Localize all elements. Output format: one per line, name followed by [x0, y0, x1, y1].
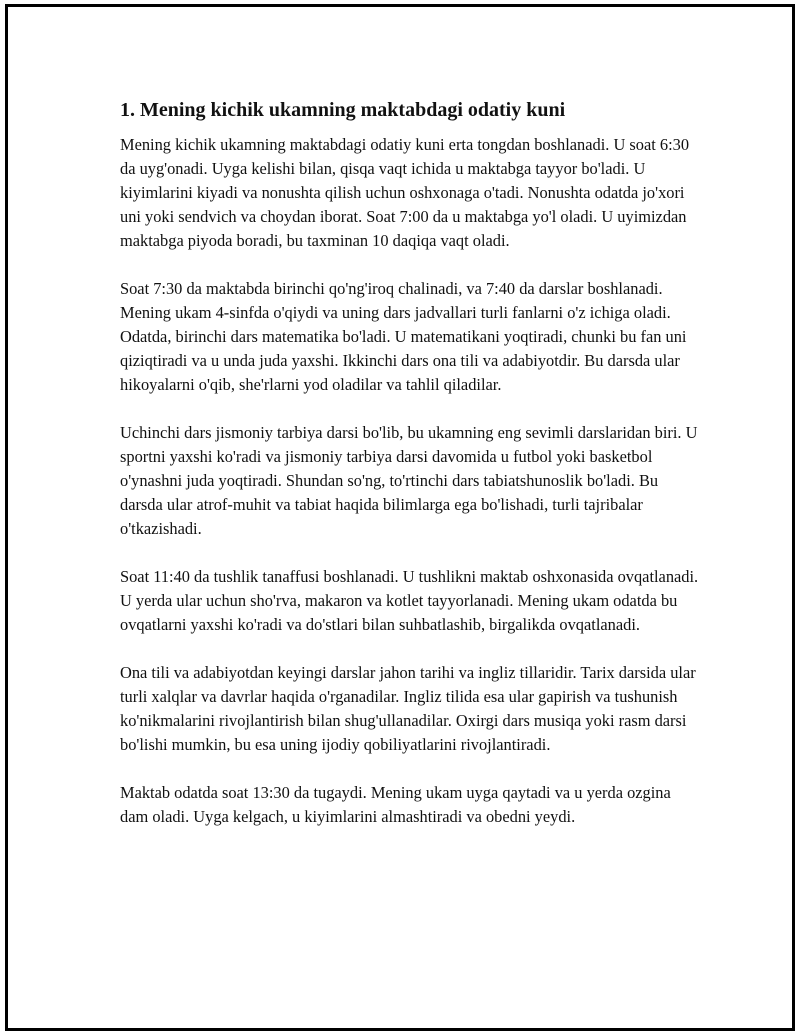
paragraph-1: Mening kichik ukamning maktabdagi odatiy kuni erta tongdan boshlanadi. U soat 6:30 da uyg'onadi. Uyga kelishi bilan, qisqa vaqt ichida u maktabga tayyor bo'ladi. U kiyimlarini kiyadi va nonushta qilish uchun oshxonaga o'tadi. Nonushta odatda jo'xori uni yoki sendvich va choydan iborat. Soat 7:00 da u maktabga yo'l oladi. U uyimizdan maktabga piyoda boradi, bu taxminan 10 daqiqa vaqt oladi.	[120, 135, 690, 250]
paragraph-4: Soat 11:40 da tushlik tanaffusi boshlanadi. U tushlikni maktab oshxonasida ovqatlanadi. U yerda ular uchun sho'rva, makaron va kotlet tayyorlanadi. Mening ukam odatda bu ovqatlarni yaxshi ko'radi va do'stlari bilan suhbatlashib, birgalikda ovqatlanadi.	[120, 567, 699, 634]
document-body	[120, 97, 700, 853]
paragraph-5: Ona tili va adabiyotdan keyingi darslar jahon tarihi va ingliz tillaridir. Tarix darsida ular turli xalqlar va davrlar haqida o'rganadilar. Ingliz tilida esa ular gapirish va tushunish ko'nikmalarini rivojlantirish bilan shug'ullanadilar. Oxirgi dars musiqa yoki rasm darsi bo'lishi mumkin, bu esa uning ijodiy qobiliyatlarini rivojlantiradi.	[120, 663, 696, 754]
document-page	[5, 4, 795, 1031]
paragraph-6: Maktab odatda soat 13:30 da tugaydi. Mening ukam uyga qaytadi va u yerda ozgina dam oladi. Uyga kelgach, u kiyimlarini almashtiradi va obedni yeydi.	[120, 783, 671, 826]
paragraph-2: Soat 7:30 da maktabda birinchi qo'ng'iroq chalinadi, va 7:40 da darslar boshlanadi. Mening ukam 4-sinfda o'qiydi va uning dars jadvallari turli fanlarni o'z ichiga oladi. Odatda, birinchi dars matematika bo'ladi. U matematikani yoqtiradi, chunki bu fan uni qiziqtiradi va u unda juda yaxshi. Ikkinchi dars ona tili va adabiyotdir. Bu darsda ular hikoyalarni o'qib, she'rlarni yod oladilar va tahlil qiladilar.	[120, 279, 687, 394]
paragraph-3: Uchinchi dars jismoniy tarbiya darsi bo'lib, bu ukamning eng sevimli darslaridan biri. U sportni yaxshi ko'radi va jismoniy tarbiya darsi davomida u futbol yoki basketbol o'ynashni juda yoqtiradi. Shundan so'ng, to'rtinchi dars tabiatshunoslik bo'ladi. Bu darsda ular atrof-muhit va tabiat haqida bilimlarga ega bo'lishadi, turli tajribalar o'tkazishadi.	[120, 423, 698, 538]
document-title: 1. Mening kichik ukamning maktabdagi odatiy kuni	[120, 99, 566, 121]
